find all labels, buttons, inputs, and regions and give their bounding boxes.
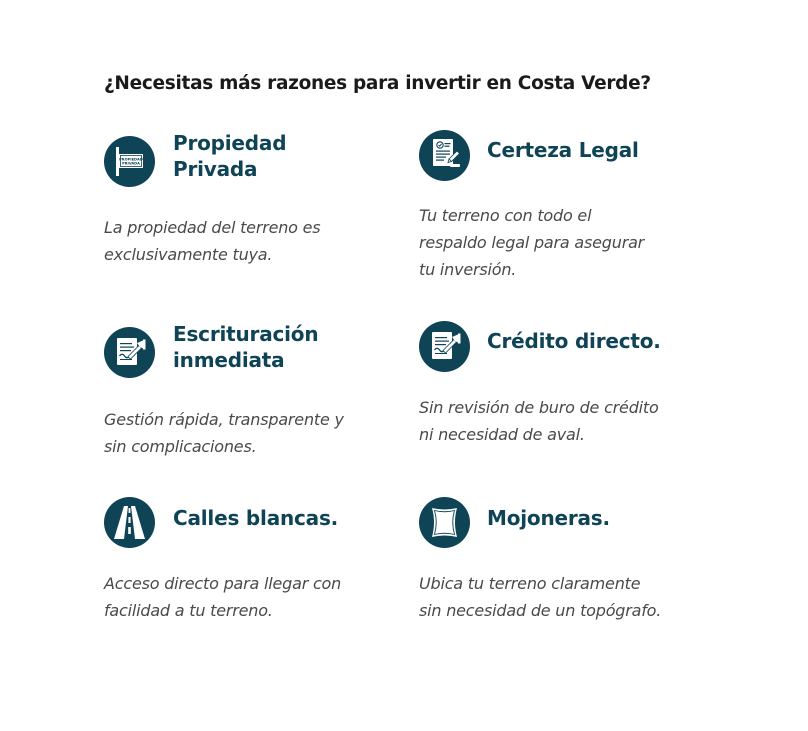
feature-description-line: Tu terreno con todo el — [419, 206, 592, 225]
feature-title-certeza-legal — [487, 137, 639, 163]
feature-title-line: Escrituración — [173, 322, 319, 346]
feature-title-line: Crédito directo. — [487, 329, 661, 353]
svg-text:PRIVADA: PRIVADA — [122, 161, 140, 166]
feature-title-line: Calles blancas. — [173, 506, 339, 530]
feature-title-calles-blancas — [173, 505, 338, 531]
feature-description-line: tu inversión. — [419, 260, 517, 279]
feature-description-line: La propiedad del terreno es — [104, 218, 321, 237]
feature-description-line: Ubica tu terreno claramente — [419, 574, 641, 593]
feature-description-line: facilidad a tu terreno. — [104, 601, 273, 620]
section-heading: ¿Necesitas más razones para invertir en Costa Verde? — [104, 73, 651, 94]
feature-description-line: respaldo legal para asegurar — [419, 233, 645, 252]
feature-description-credito-directo — [419, 394, 659, 448]
legal-document-icon — [419, 130, 470, 181]
feature-description-line: sin necesidad de un topógrafo. — [419, 601, 662, 620]
feature-title-propiedad-privada — [173, 130, 286, 182]
svg-text:PROPIEDAD: PROPIEDAD — [119, 157, 143, 162]
signing-document-icon — [104, 327, 155, 378]
feature-description-line: Acceso directo para llegar con — [104, 574, 342, 593]
feature-description-line: ni necesidad de aval. — [419, 425, 585, 444]
feature-description-escrituracion-inmediata — [104, 406, 344, 460]
credit-document-icon — [419, 321, 470, 372]
feature-description-line: Gestión rápida, transparente y — [104, 410, 344, 429]
boundary-marker-icon — [419, 497, 470, 548]
feature-description-line: Sin revisión de buro de crédito — [419, 398, 659, 417]
feature-title-line: Certeza Legal — [487, 138, 639, 162]
feature-title-escrituracion-inmediata — [173, 321, 318, 373]
feature-description-line: sin complicaciones. — [104, 437, 257, 456]
feature-title-line: Privada — [173, 157, 258, 181]
feature-title-line: inmediata — [173, 348, 285, 372]
feature-title-line: Propiedad — [173, 131, 287, 155]
feature-title-credito-directo — [487, 328, 661, 354]
feature-title-line: Mojoneras. — [487, 506, 610, 530]
feature-description-calles-blancas — [104, 570, 341, 624]
road-icon — [104, 497, 155, 548]
feature-description-certeza-legal — [419, 202, 644, 283]
sign-icon — [104, 136, 155, 187]
feature-description-propiedad-privada — [104, 214, 320, 268]
feature-description-mojoneras — [419, 570, 661, 624]
feature-title-mojoneras — [487, 505, 610, 531]
feature-description-line: exclusivamente tuya. — [104, 245, 273, 264]
